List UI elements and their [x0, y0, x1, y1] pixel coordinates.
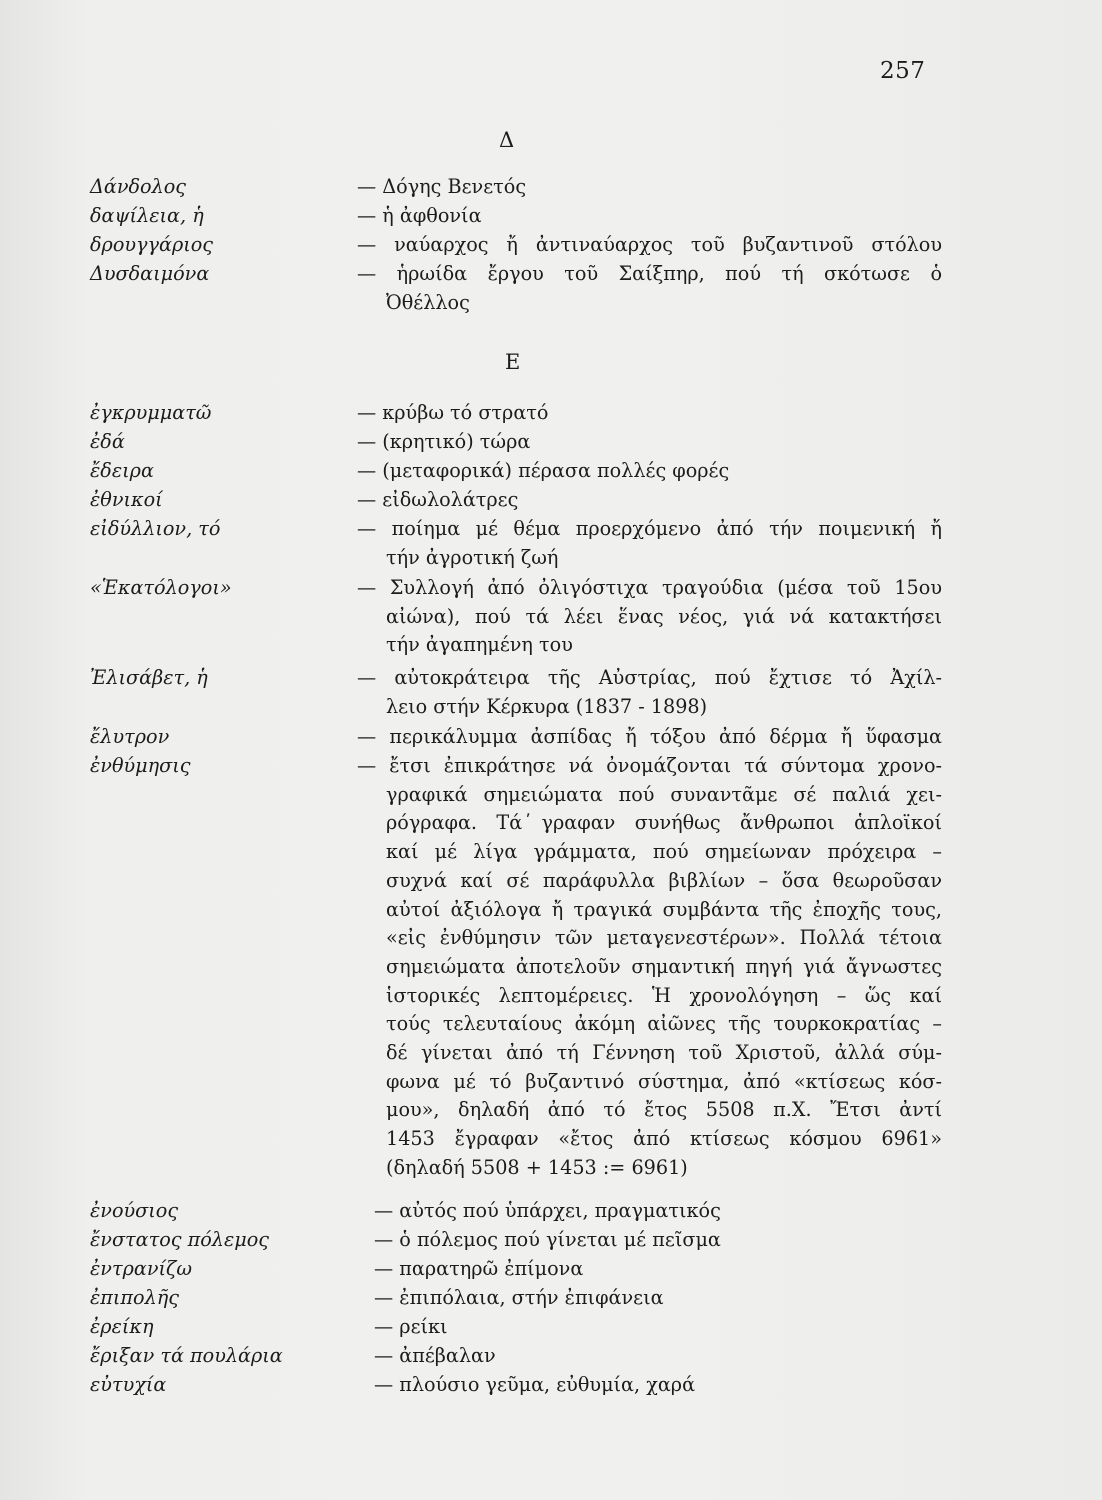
definition-line: — ρείκι [374, 1315, 448, 1338]
definition-line: τούς τελευταίους ἀκόμη αἰῶνες τῆς τουρκοκρατίας – [386, 1012, 942, 1036]
entry-term: ἔριξαν τά πουλάρια [90, 1344, 283, 1367]
definition-line: καί μέ λίγα γράμματα, πού σημείωναν πρόχειρα – [386, 840, 942, 864]
entry-definition [374, 1255, 942, 1284]
definition-line: — πλούσιο γεῦμα, εὐθυμία, χαρά [374, 1373, 696, 1396]
definition-line: — κρύβω τό στρατό [357, 401, 549, 424]
definition-line: — περικάλυμμα ἀσπίδας ἤ τόξου ἀπό δέρμα ἤ ὕφασμα [357, 725, 942, 748]
entry-definition [357, 457, 942, 486]
entry-term: Ἐλισάβετ, ἡ [90, 666, 208, 689]
entry-term: ἐθνικοί [90, 488, 163, 511]
definition-line: αὐτοί ἀξιόλογα ἤ τραγικά συμβάντα τῆς ἐποχῆς τους, [386, 897, 942, 921]
definition-line: — παρατηρῶ ἐπίμονα [374, 1257, 584, 1280]
entry-definition [357, 260, 942, 317]
definition-line: — ἐπιπόλαια, στήν ἐπιφάνεια [374, 1286, 664, 1309]
entry-definition [357, 231, 942, 260]
definition-line: τήν ἀγαπημένη του [386, 633, 573, 657]
definition-line: «εἰς ἐνθύμησιν τῶν μεταγενεστέρων». Πολλά τέτοια [386, 926, 942, 950]
entry-term: ἔνστατος πόλεμος [90, 1228, 270, 1251]
entry-term: εὐτυχία [90, 1373, 167, 1396]
definition-line: φωνα μέ τό βυζαντινό σύστημα, ἀπό «κτίσεως κόσ- [386, 1069, 942, 1093]
entry-definition [357, 664, 942, 721]
definition-line: δέ γίνεται ἀπό τή Γέννηση τοῦ Χριστοῦ, ἀλλά σύμ- [386, 1041, 942, 1065]
definition-line: αἰώνα), πού τά λέει ἕνας νέος, γιά νά κατακτήσει [386, 604, 942, 628]
entry-term: ἔδειρα [90, 459, 154, 482]
definition-line: — ἡ ἀφθονία [357, 204, 482, 227]
entry-term: ἐπιπολῆς [90, 1286, 179, 1309]
entry-term: Δυσδαιμόνα [90, 262, 210, 285]
entry-term: ἐνθύμησις [90, 754, 191, 777]
entry-term: δρουγγάριος [90, 233, 214, 256]
entry-definition [357, 723, 942, 752]
definition-line: γραφικά σημειώματα πού συναντᾶμε σέ παλιά χει- [386, 782, 942, 806]
entry-definition [357, 428, 942, 457]
entry-term: ἐδά [90, 430, 125, 453]
section-heading-delta: Δ [499, 128, 515, 152]
entry-definition [357, 515, 942, 572]
definition-line: λειο στήν Κέρκυρα (1837 - 1898) [386, 694, 708, 718]
definition-line: — αὐτός πού ὑπάρχει, πραγματικός [374, 1199, 721, 1222]
definition-line: Ὀθέλλος [386, 290, 470, 314]
entry-term: δαψίλεια, ἡ [90, 204, 204, 227]
definition-line: — αὐτοκράτειρα τῆς Αὐστρίας, πού ἔχτισε τό Ἀχίλ- [357, 666, 942, 689]
definition-line: — ἀπέβαλαν [374, 1344, 496, 1367]
entry-term: ἐνούσιος [90, 1199, 179, 1222]
entry-definition [357, 486, 942, 515]
entry-definition [374, 1226, 942, 1255]
page-number: 257 [880, 58, 926, 84]
definition-line: — Δόγης Βενετός [357, 175, 527, 198]
definition-line: — ποίημα μέ θέμα προερχόμενο ἀπό τήν ποιμενική ἤ [357, 517, 942, 540]
entry-term: ἐρείκη [90, 1315, 154, 1338]
entry-term: ἐγκρυμματῶ [90, 401, 212, 424]
entry-definition [374, 1284, 942, 1313]
definition-line: (δηλαδή 5508 + 1453 := 6961) [386, 1155, 688, 1179]
entry-definition [374, 1313, 942, 1342]
entry-definition [357, 752, 942, 1183]
entry-term: εἰδύλλιον, τό [90, 517, 221, 540]
definition-line: τήν ἀγροτική ζωή [386, 545, 559, 569]
entry-definition [374, 1342, 942, 1371]
definition-line: — ὁ πόλεμος πού γίνεται μέ πεῖσμα [374, 1228, 721, 1251]
entry-term: ἔλυτρον [90, 725, 170, 748]
entry-definition [357, 202, 942, 231]
definition-line: σημειώματα ἀποτελοῦν σημαντική πηγή γιά ἄγνωστες [386, 954, 942, 978]
definition-line: — ἔτσι ἐπικράτησε νά ὀνομάζονται τά σύντομα χρονο- [357, 754, 942, 777]
entry-term: Δάνδολος [90, 175, 187, 198]
definition-line: συχνά καί σέ παράφυλλα βιβλίων – ὅσα θεωροῦσαν [386, 868, 942, 892]
definition-line: ἱστορικές λεπτομέρειες. Ἡ χρονολόγηση – ὥς καί [386, 983, 942, 1007]
definition-line: — (μεταφορικά) πέρασα πολλές φορές [357, 459, 730, 482]
entry-term: ἐντρανίζω [90, 1257, 193, 1280]
entry-definition [357, 173, 942, 202]
definition-line: — ἡρωίδα ἔργου τοῦ Σαίξπηρ, πού τή σκότωσε ὁ [357, 262, 942, 285]
definition-line: — ναύαρχος ἤ ἀντιναύαρχος τοῦ βυζαντινοῦ στόλου [357, 233, 942, 256]
definition-line: ρόγραφα. Τά ̕γραφαν συνήθως ἄνθρωποι ἁπλοϊκοί [386, 811, 942, 835]
entry-definition [374, 1197, 942, 1226]
entry-definition [357, 399, 942, 428]
entry-definition [357, 574, 942, 660]
entry-definition [374, 1371, 942, 1400]
entry-term: «Ἑκατόλογοι» [90, 576, 232, 599]
definition-line: — (κρητικό) τώρα [357, 430, 531, 453]
definition-line: — εἰδωλολάτρες [357, 488, 519, 511]
definition-line: 1453 ἔγραφαν «ἔτος ἀπό κτίσεως κόσμου 6961» [386, 1127, 942, 1151]
definition-line: — Συλλογή ἀπό ὀλιγόστιχα τραγούδια (μέσα τοῦ 15ου [357, 576, 942, 599]
definition-line: μου», δηλαδή ἀπό τό ἔτος 5508 π.Χ. Ἔτσι ἀντί [386, 1098, 942, 1122]
section-heading-epsilon: Ε [505, 350, 521, 374]
